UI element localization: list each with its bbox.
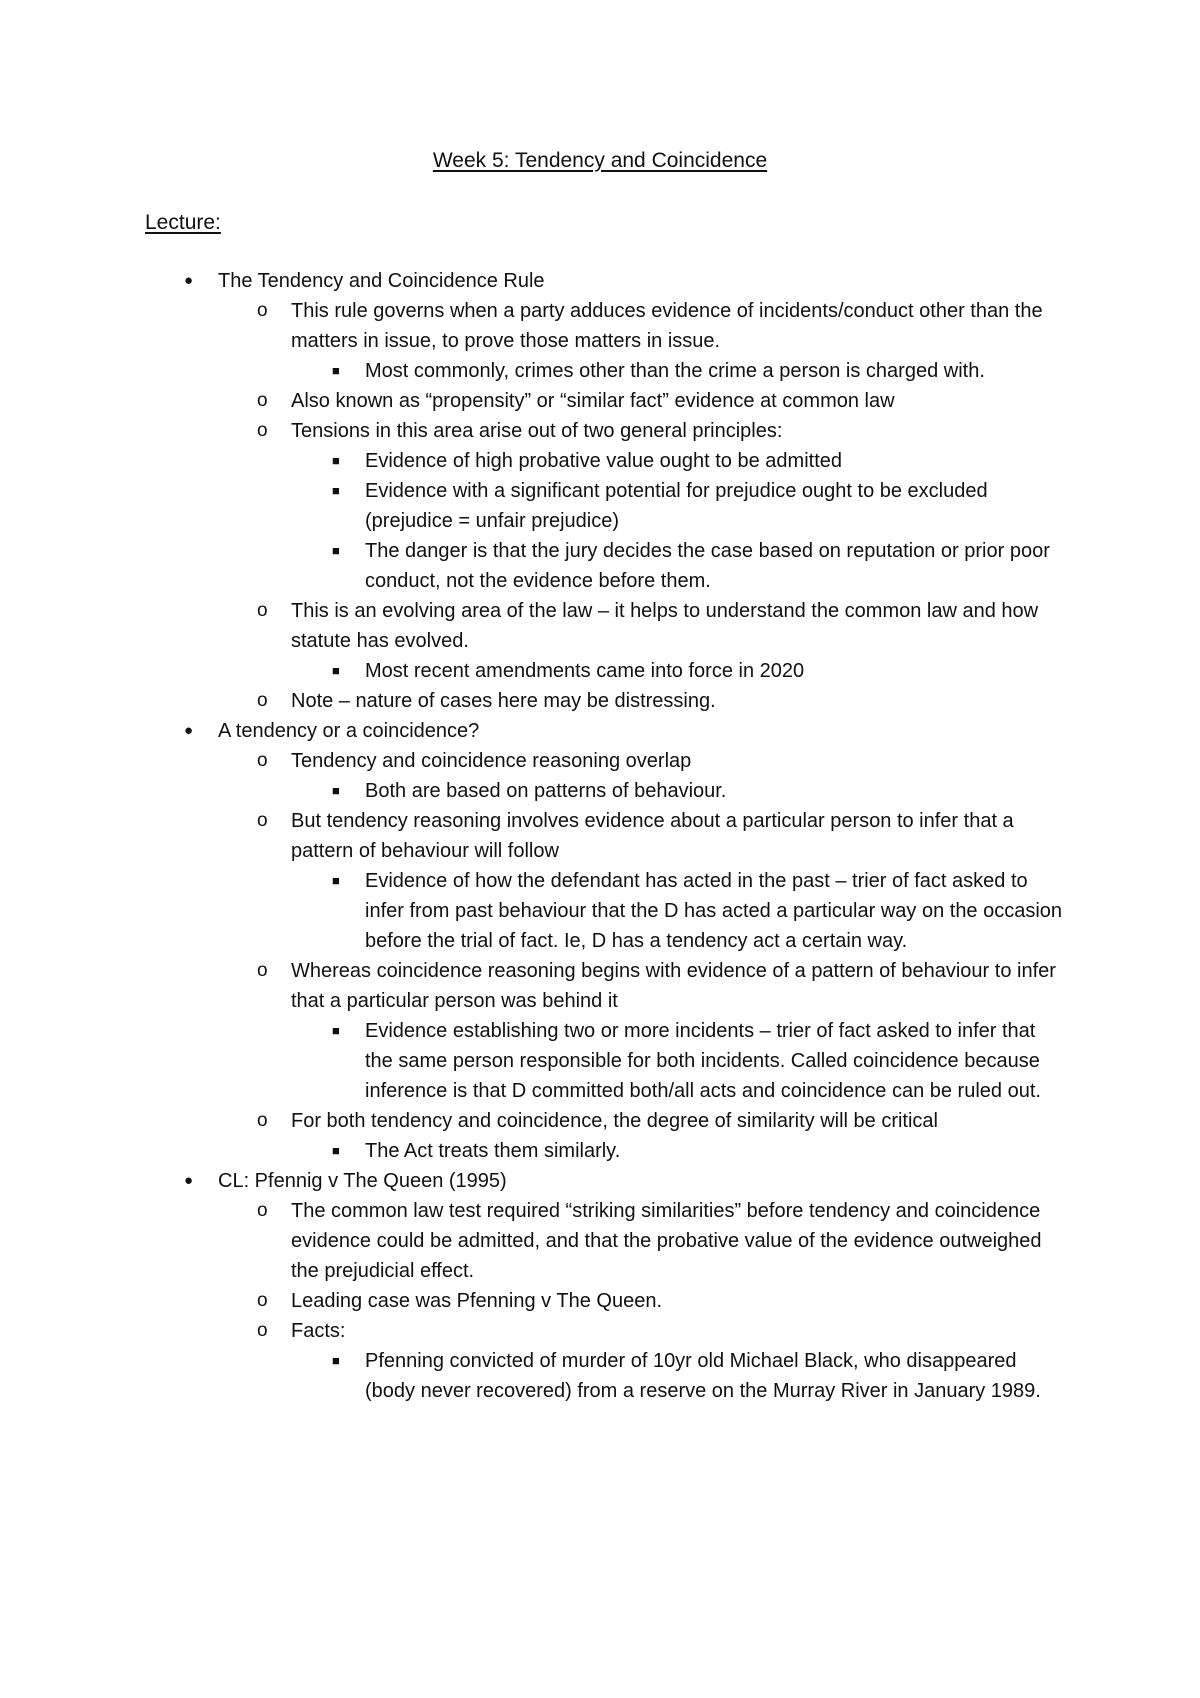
list-item-text: Both are based on patterns of behaviour. (365, 780, 727, 802)
list-item-level-3 (332, 1016, 1065, 1106)
list-item-text: Facts: (291, 1320, 346, 1342)
list-item-level-3 (332, 446, 1065, 476)
list-item-text: Most commonly, crimes other than the crime a person is charged with. (365, 360, 985, 382)
list-item-text: This rule governs when a party adduces evidence of incidents/conduct other than the matters in issue, to prove those matters in issue. (291, 300, 1043, 352)
list-item-level-1 (184, 1166, 1078, 1196)
list-item-text: The Act treats them similarly. (365, 1140, 621, 1162)
list-item-level-2 (257, 806, 1061, 866)
list-item-text: Pfenning convicted of murder of 10yr old Michael Black, who disappeared (body never recovered) from a reserve on the Murray River in January 1989. (365, 1350, 1041, 1402)
bullet-marker-level-3-icon: ■ (332, 1023, 340, 1038)
list-item-text: But tendency reasoning involves evidence about a particular person to infer that a pattern of behaviour will follow (291, 810, 1014, 862)
bullet-marker-level-2-icon: o (257, 690, 268, 711)
list-item-level-2 (257, 956, 1061, 1016)
list-item-text: The danger is that the jury decides the case based on reputation or prior poor conduct, not the evidence before them. (365, 540, 1050, 592)
list-item-level-1 (184, 266, 1078, 296)
bullet-marker-level-1-icon: ● (184, 722, 194, 739)
bullet-marker-level-1-icon: ● (184, 1172, 194, 1189)
bullet-marker-level-2-icon: o (257, 960, 268, 981)
list-item-level-2 (257, 1316, 1061, 1346)
bullet-marker-level-3-icon: ■ (332, 483, 340, 498)
list-item-level-3 (332, 656, 1065, 686)
bullet-marker-level-3-icon: ■ (332, 1353, 340, 1368)
list-item-level-2 (257, 1286, 1061, 1316)
list-item-text: The Tendency and Coincidence Rule (218, 270, 545, 292)
bullet-marker-level-3-icon: ■ (332, 543, 340, 558)
list-item-level-2 (257, 1106, 1061, 1136)
list-item-text: A tendency or a coincidence? (218, 720, 480, 742)
bullet-marker-level-3-icon: ■ (332, 783, 340, 798)
lecture-notes-list (0, 266, 1200, 1406)
list-item-text: Evidence establishing two or more incidents – trier of fact asked to infer that the same person responsible for both incidents. Called coincidence because inference is that D committed both/all acts and coincidence can be ruled out. (365, 1020, 1041, 1102)
bullet-marker-level-3-icon: ■ (332, 453, 340, 468)
list-item-text: The common law test required “striking similarities” before tendency and coincidence evidence could be admitted, and that the probative value of the evidence outweighed the prejudicial effect. (291, 1200, 1042, 1282)
list-item-level-2 (257, 1196, 1061, 1286)
list-item-level-2 (257, 386, 1061, 416)
list-item-level-3 (332, 1346, 1065, 1406)
list-item-text: Evidence of high probative value ought to be admitted (365, 450, 842, 472)
section-heading-lecture: Lecture: (145, 211, 221, 234)
list-item-level-2 (257, 416, 1061, 446)
list-item-text: This is an evolving area of the law – it helps to understand the common law and how statute has evolved. (291, 600, 1039, 652)
list-item-text: Tendency and coincidence reasoning overlap (291, 750, 692, 772)
bullet-marker-level-3-icon: ■ (332, 663, 340, 678)
list-item-text: Leading case was Pfenning v The Queen. (291, 1290, 662, 1312)
bullet-marker-level-1-icon: ● (184, 272, 194, 289)
bullet-marker-level-2-icon: o (257, 1200, 268, 1221)
list-item-level-3 (332, 476, 1065, 536)
list-item-level-3 (332, 536, 1065, 596)
bullet-marker-level-2-icon: o (257, 420, 268, 441)
list-item-text: Most recent amendments came into force in 2020 (365, 660, 805, 682)
bullet-marker-level-2-icon: o (257, 810, 268, 831)
list-item-text: For both tendency and coincidence, the degree of similarity will be critical (291, 1110, 938, 1132)
list-item-level-3 (332, 776, 1065, 806)
list-item-text: Evidence with a significant potential for prejudice ought to be excluded (prejudice = unfair prejudice) (365, 480, 988, 532)
list-item-level-3 (332, 866, 1065, 956)
list-item-text: Tensions in this area arise out of two general principles: (291, 420, 783, 442)
list-item-text: Note – nature of cases here may be distressing. (291, 690, 716, 712)
bullet-marker-level-2-icon: o (257, 1320, 268, 1341)
bullet-marker-level-2-icon: o (257, 300, 268, 321)
bullet-marker-level-3-icon: ■ (332, 1143, 340, 1158)
list-item-text: CL: Pfennig v The Queen (1995) (218, 1170, 507, 1192)
list-item-level-3 (332, 356, 1065, 386)
bullet-marker-level-3-icon: ■ (332, 363, 340, 378)
list-item-level-2 (257, 596, 1061, 656)
bullet-marker-level-3-icon: ■ (332, 873, 340, 888)
list-item-level-2 (257, 296, 1061, 356)
list-item-level-1 (184, 716, 1078, 746)
bullet-marker-level-2-icon: o (257, 750, 268, 771)
list-item-level-2 (257, 746, 1061, 776)
bullet-marker-level-2-icon: o (257, 390, 268, 411)
list-item-text: Evidence of how the defendant has acted in the past – trier of fact asked to infer from past behaviour that the D has acted a particular way on the occasion before the trial of fact. Ie, D has a tendency act a certain way. (365, 870, 1063, 952)
bullet-marker-level-2-icon: o (257, 1110, 268, 1131)
list-item-text: Whereas coincidence reasoning begins with evidence of a pattern of behaviour to infer that a particular person was behind it (291, 960, 1056, 1012)
list-item-level-2 (257, 686, 1061, 716)
bullet-marker-level-2-icon: o (257, 600, 268, 621)
list-item-level-3 (332, 1136, 1065, 1166)
list-item-text: Also known as “propensity” or “similar fact” evidence at common law (291, 390, 895, 412)
document-title: Week 5: Tendency and Coincidence (432, 149, 768, 172)
bullet-marker-level-2-icon: o (257, 1290, 268, 1311)
